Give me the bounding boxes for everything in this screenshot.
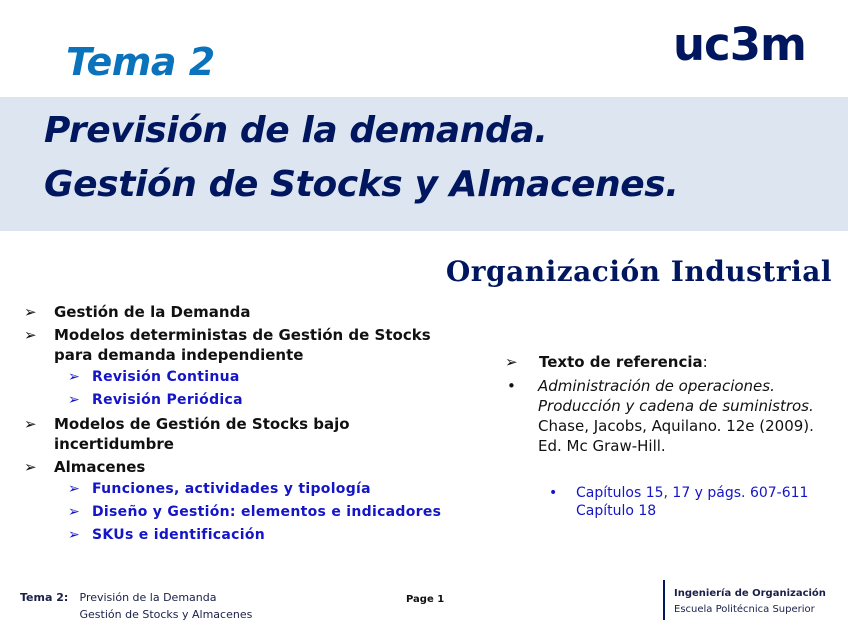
outline-subitem-label: Revisión Continua xyxy=(92,369,240,385)
outline-item xyxy=(20,302,460,322)
footer-topic xyxy=(20,589,252,623)
arrow-bullet-icon: ➢ xyxy=(24,303,37,321)
chapters-line2: Capítulo 18 xyxy=(576,503,657,519)
arrow-bullet-icon: ➢ xyxy=(24,415,37,433)
arrow-bullet-icon: ➢ xyxy=(24,458,37,476)
page-number: Page 1 xyxy=(406,594,445,605)
arrow-bullet-icon: ➢ xyxy=(505,353,518,371)
course-name: Organización Industrial xyxy=(445,255,832,288)
slide-title-line2: Gestión de Stocks y Almacenes. xyxy=(44,164,679,205)
reference-heading xyxy=(505,353,708,371)
outline-subitem-label: Funciones, actividades y tipología xyxy=(92,481,371,497)
outline-item xyxy=(20,414,460,454)
outline-subitem xyxy=(20,368,460,387)
topic-number: Tema 2 xyxy=(66,40,215,84)
slide-title-line1: Previsión de la demanda. xyxy=(44,110,548,151)
outline-subitem-label: Diseño y Gestión: elementos e indicadores xyxy=(92,504,442,520)
outline-item-label: Almacenes xyxy=(54,458,146,476)
outline-subitem xyxy=(20,391,460,410)
outline-item xyxy=(20,325,460,410)
book-details: Chase, Jacobs, Aquilano. 12e (2009). Ed. Mc Graw-Hill. xyxy=(538,417,814,455)
topic-outline xyxy=(20,302,460,549)
outline-item xyxy=(20,457,460,545)
dot-bullet-icon: • xyxy=(507,377,516,395)
department-name: Ingeniería de Organización xyxy=(674,588,826,599)
outline-item-label: Modelos de Gestión de Stocks bajo incertidumbre xyxy=(54,415,350,453)
dot-bullet-icon: • xyxy=(549,485,558,501)
reference-heading-colon: : xyxy=(702,353,708,371)
outline-subitem-label: SKUs e identificación xyxy=(92,527,266,543)
school-name: Escuela Politécnica Superior xyxy=(674,604,815,615)
outline-item-label: Modelos deterministas de Gestión de Stocks para demanda independiente xyxy=(54,326,431,364)
reference-chapters xyxy=(549,484,839,520)
reference-heading-text: Texto de referencia xyxy=(539,353,703,371)
arrow-bullet-icon: ➢ xyxy=(68,481,81,497)
uc3m-logo: uc3m xyxy=(673,18,806,71)
chapters-line1: Capítulos 15, 17 y págs. 607-611 xyxy=(576,485,809,501)
footer-divider xyxy=(663,580,665,620)
book-title: Administración de operaciones. Producción y cadena de suministros. xyxy=(538,377,814,415)
footer-line1: Previsión de la Demanda xyxy=(79,591,217,604)
outline-subitems xyxy=(20,368,460,410)
outline-subitem xyxy=(20,480,460,499)
footer-department xyxy=(674,586,826,618)
outline-subitem xyxy=(20,526,460,545)
arrow-bullet-icon: ➢ xyxy=(68,392,81,408)
footer-label: Tema 2: xyxy=(20,591,69,604)
reference-book xyxy=(505,376,835,456)
arrow-bullet-icon: ➢ xyxy=(68,504,81,520)
arrow-bullet-icon: ➢ xyxy=(24,326,37,344)
arrow-bullet-icon: ➢ xyxy=(68,369,81,385)
outline-subitem xyxy=(20,503,460,522)
arrow-bullet-icon: ➢ xyxy=(68,527,81,543)
outline-subitem-label: Revisión Periódica xyxy=(92,392,243,408)
outline-item-label: Gestión de la Demanda xyxy=(54,303,251,321)
footer-line2: Gestión de Stocks y Almacenes xyxy=(79,608,253,621)
outline-subitems xyxy=(20,480,460,545)
